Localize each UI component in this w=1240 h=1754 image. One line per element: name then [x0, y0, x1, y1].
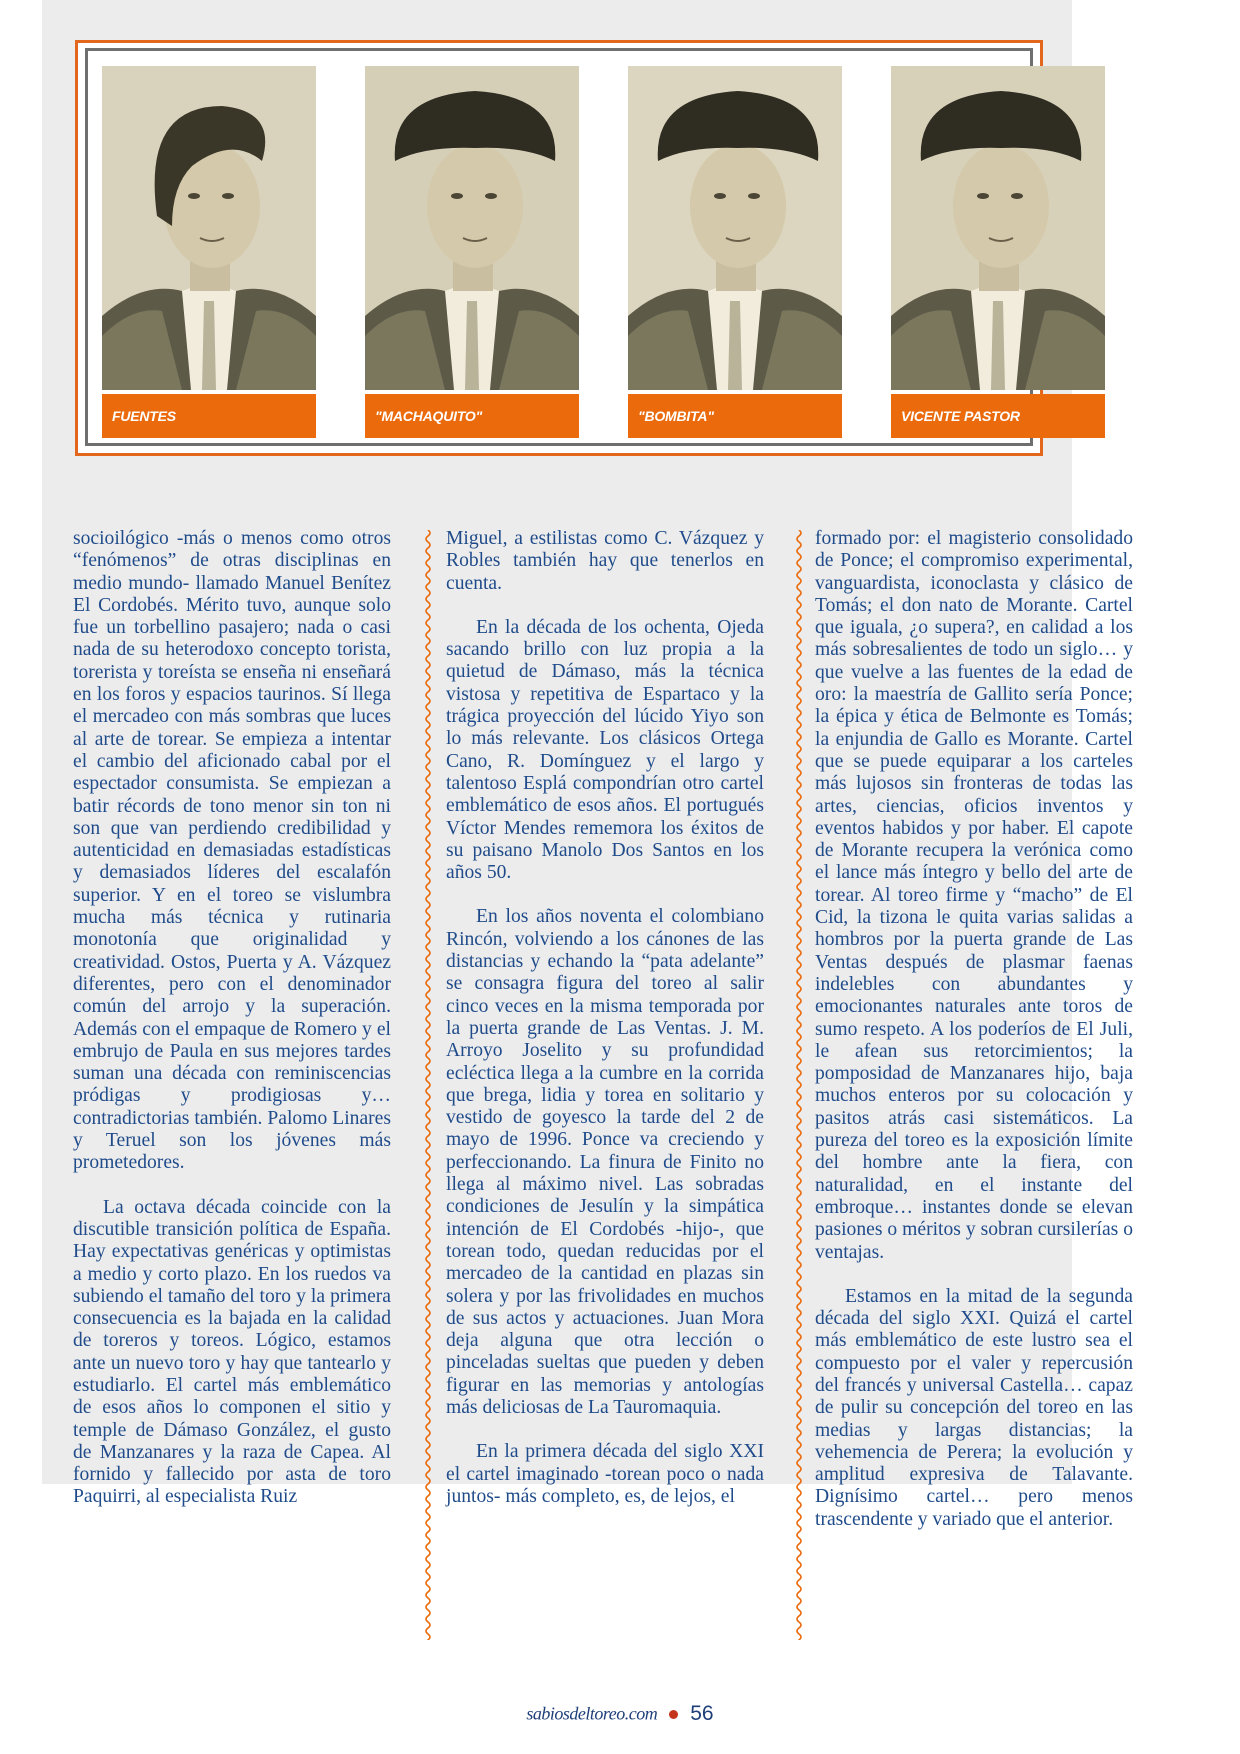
portrait-image-fuentes	[102, 66, 316, 390]
portrait-image-vicente-pastor	[891, 66, 1105, 390]
eye	[1011, 193, 1023, 199]
tie	[728, 301, 742, 390]
eye	[977, 193, 989, 199]
paragraph: Estamos en la mitad de la segunda década del siglo XXI. Quizá el cartel más emblemático de este lustro sea el compuesto por el valer y repercusión del francés y universal Castella… capaz de pulir su concepción del toreo en las medias y largas distancias; la vehemencia de Perera; la evolución y amplitud expresiva de Talavante. Dignísimo cartel… pero menos trascendente y variado que el anterior.	[815, 1285, 1133, 1530]
portrait-caption-fuentes: FUENTES	[102, 394, 316, 438]
footer-site-link[interactable]: sabiosdeltoreo.com	[526, 1703, 658, 1724]
eye	[188, 193, 200, 199]
eye	[451, 193, 463, 199]
portrait-caption-vicente-pastor: VICENTE PASTOR	[891, 394, 1105, 438]
eye	[748, 193, 760, 199]
portrait-caption-bombita: "BOMBITA"	[628, 394, 842, 438]
eye	[485, 193, 497, 199]
paragraph: socioilógico -más o menos como otros “fenómenos” de otras disciplinas en medio mundo- llamado Manuel Benítez El Cordobés. Mérito tuvo, aunque solo fue un torbellino pasajero; nada o casi nada de su heterodoxo concepto torista, torerista y toreísta se enseña ni enseñará en los foros y espacios taurinos. Sí llega el mercadeo con más sombras que luces al arte de torear. Se empieza a intentar el cambio del aficionado cabal por el espectador consumista. Se empiezan a batir récords de tono menor sin ton ni son que van perdiendo credibilidad y autenticidad en demasiadas estadísticas y demasiados líderes del escalafón superior. Y en el toreo se vislumbra mucha más técnica y rutinaria monotonía que originalidad y creatividad. Ostos, Puerta y A. Vázquez diferentes, pero con el denominador común del arrojo y la superación. Además con el empaque de Romero y el embrujo de Paula en sus mejores tardes suman una década con reminiscencias pródigas y prodigiosas y… contradictorias también. Palomo Linares y Teruel son los jóvenes más prometedores.	[73, 528, 391, 1174]
page-number: 56	[690, 1702, 714, 1725]
wavy-line	[426, 530, 430, 1640]
face	[690, 144, 786, 268]
portrait-caption-machaquito: "MACHAQUITO"	[365, 394, 579, 438]
tie	[202, 301, 216, 390]
wavy-line	[797, 530, 801, 1640]
article-column-2	[446, 528, 764, 1508]
portrait-image-bombita	[628, 66, 842, 390]
eye	[222, 193, 234, 199]
bullet-dot-icon	[669, 1710, 678, 1719]
column-divider-wavy	[793, 530, 805, 1640]
column-divider-wavy	[422, 530, 434, 1640]
article-column-3	[815, 528, 1133, 1531]
portrait-image-machaquito	[365, 66, 579, 390]
tie	[991, 301, 1005, 390]
face	[953, 144, 1049, 268]
eye	[714, 193, 726, 199]
face	[427, 144, 523, 268]
paragraph: En la primera década del siglo XXI el cartel imaginado -torean poco o nada juntos- más completo, es, de lejos, el	[446, 1441, 764, 1507]
paragraph: En la década de los ochenta, Ojeda sacando brillo con luz propia a la quietud de Dámaso, más la técnica vistosa y repetitiva de Espartaco y la trágica proyección del lúcido Yiyo son lo más relevante. Los clásicos Ortega Cano, R. Domínguez y el largo y talentoso Esplá compondrían otro cartel emblemático de esos años. El portugués Víctor Mendes rememora los éxitos de su paisano Manolo Dos Santos en los años 50.	[446, 616, 764, 884]
page-footer	[0, 1702, 1240, 1726]
paragraph: La octava década coincide con la discutible transición política de España. Hay expectativas genéricas y optimistas a medio y corto plazo. En los ruedos va subiendo el tamaño del toro y la primera consecuencia es la bajada en la calidad de toreros y toreos. Lógico, estamos ante un nuevo toro y hay que tantearlo y estudiarlo. El cartel más emblemático de esos años lo componen el sitio y temple de Dámaso González, el gusto de Manzanares y la raza de Capea. Al fornido y fallecido por asta de toro Paquirri, al especialista Ruiz	[73, 1196, 391, 1508]
paragraph: Miguel, a estilistas como C. Vázquez y Robles también hay que tenerlos en cuenta.	[446, 528, 764, 594]
paragraph: En los años noventa el colombiano Rincón, volviendo a los cánones de las distancias y echando la “pata adelante” se consagra figura del toreo al salir cinco veces en la misma temporada por la puerta grande de Las Ventas. J. M. Arroyo Joselito y su profundidad ecléctica llega a la cumbre en la corrida que brega, lidia y torea en solitario y vestido de goyesco la tarde del 2 de mayo de 1996. Ponce va creciendo y perfeccionando. La finura de Finito no llega al máximo nivel. Las sobradas condiciones de Jesulín y la simpática intención de El Cordobés -hijo-, que torean todo, quedan reducidas por el mercadeo de la cantidad en plazas sin solera y por las frivolidades en muchos de sus actos y actuaciones. Juan Mora deja alguna que otra lección o pinceladas sueltas que pueden y deben figurar en las memorias y antologías más deliciosas de La Tauromaquia.	[446, 906, 764, 1418]
tie	[465, 301, 479, 390]
article-column-1	[73, 528, 391, 1509]
paragraph: formado por: el magisterio consolidado de Ponce; el compromiso experimental, vanguardista, iconoclasta y clásico de Tomás; el don nato de Morante. Cartel que iguala, ¿o supera?, en calidad a los más sobresalientes de todo un siglo… y que vuelve a las fuentes de la edad de oro: la maestría de Gallito sería Ponce; la épica y ética de Belmonte es Tomás; la enjundia de Gallo es Morante. Cartel que se puede equiparar a los carteles más lujosos sin fronteras de todas las artes, ciencias, oficios inventos y eventos habidos y por haber. El capote de Morante recupera la verónica como el lance más íntegro y bello del arte de torear. Al toreo firme y “macho” de El Cid, la tizona le quita varias salidas a hombros por la puerta grande de Las Ventas después de plasmar faenas indelebles con abundantes y emocionantes naturales ante toros de sumo respeto. A los poderíos de El Juli, le afean sus retorcimientos; la pomposidad de Manzanares hijo, baja muchos enteros por su colocación y pasitos atrás casi sistemáticos. La pureza del toreo es la exposición límite del hombre ante la fiera, con naturalidad, en el instante del embroque… instantes donde se elevan pasiones o méritos y sobran cursilerías o ventajas.	[815, 528, 1133, 1263]
